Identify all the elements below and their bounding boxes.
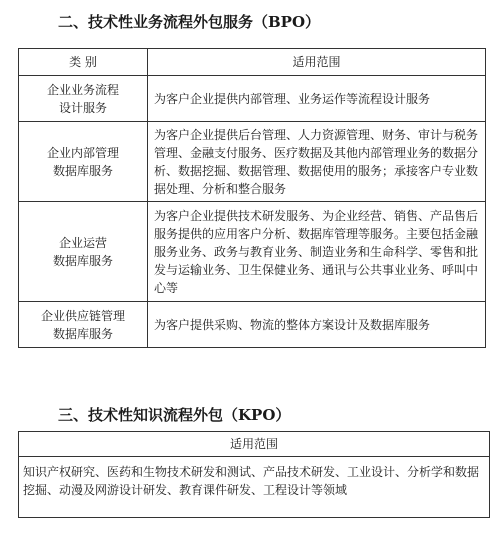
- bpo-table: [18, 48, 486, 348]
- row-scope: 为客户企业提供内部管理、业务运作等流程设计服务: [148, 76, 486, 122]
- row-category: 企业业务流程 设计服务: [19, 76, 148, 122]
- row-category: 企业内部管理 数据库服务: [19, 122, 148, 202]
- row-scope: 为客户提供采购、物流的整体方案设计及数据库服务: [148, 302, 486, 348]
- table-header-row: [19, 432, 490, 457]
- table-row: [19, 122, 486, 202]
- row-scope: 知识产权研究、医药和生物技术研发和测试、产品技术研发、工业设计、分析学和数据挖掘、动漫及网游设计研发、教育课件研发、工程设计等领域: [19, 457, 490, 518]
- row-category: 企业供应链管理 数据库服务: [19, 302, 148, 348]
- row-scope: 为客户企业提供技术研发服务、为企业经营、销售、产品售后服务提供的应用客户分析、数据库管理等服务。主要包括金融服务业务、政务与教育业务、制造业务和生命科学、零售和批发与运输业务、卫生保健业务、通讯与公共事业业务、呼叫中心等: [148, 202, 486, 302]
- column-header-scope: 适用范围: [19, 432, 490, 457]
- row-category: 企业运营 数据库服务: [19, 202, 148, 302]
- row-scope: 为客户企业提供后台管理、人力资源管理、财务、审计与税务管理、金融支付服务、医疗数据及其他内部管理业务的数据分析、数据挖掘、数据管理、数据使用的服务；承接客户专业数据处理、分析和整合服务: [148, 122, 486, 202]
- table-header-row: [19, 49, 486, 76]
- column-header-scope: 适用范围: [148, 49, 486, 76]
- table-row: [19, 457, 490, 518]
- column-header-category: 类 别: [19, 49, 148, 76]
- table-row: [19, 302, 486, 348]
- kpo-table: [18, 431, 490, 518]
- kpo-section-title: 三、技术性知识流程外包（KPO）: [58, 406, 291, 424]
- table-row: [19, 202, 486, 302]
- table-row: [19, 76, 486, 122]
- bpo-section-title: 二、技术性业务流程外包服务（BPO）: [58, 13, 321, 31]
